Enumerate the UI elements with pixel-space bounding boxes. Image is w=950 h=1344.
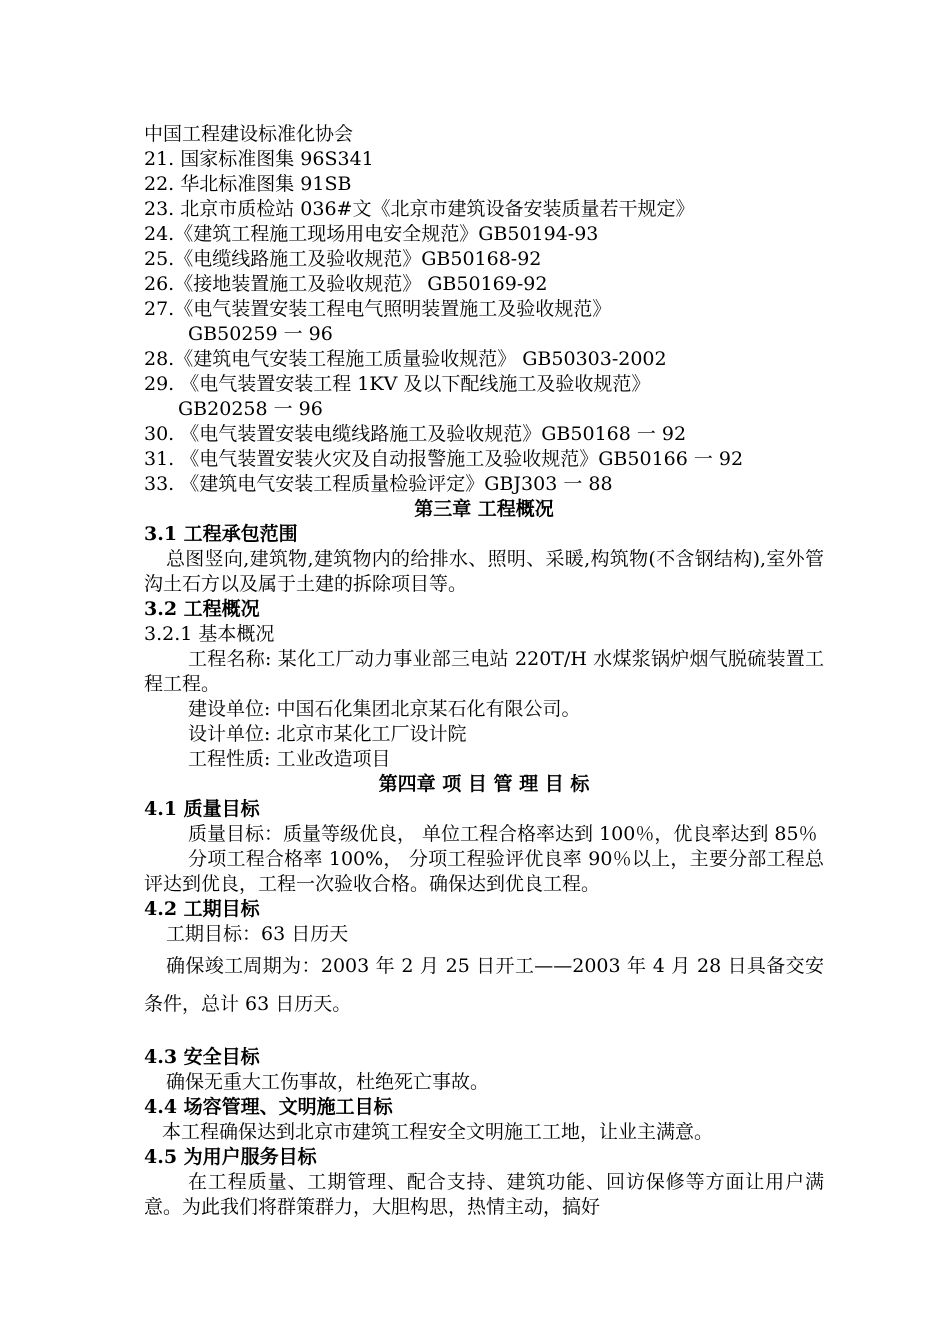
ref-item-27: 27.《电气装置安装工程电气照明装置施工及验收规范》 [144, 298, 612, 320]
section-4-3-para: 确保无重大工伤事故，杜绝死亡事故。 [166, 1071, 490, 1093]
ref-item-27-code: GB50259 一 96 [188, 323, 333, 345]
ref-item-22: 22. 华北标准图集 91SB [144, 173, 352, 195]
section-3-1-text: 总图竖向,建筑物,建筑物内的给排水、照明、采暖,构筑物(不含钢结构),室外管沟土石方以及属于土建的拆除项目等。 [144, 548, 824, 595]
section-4-1-para-2: 分项工程合格率 100%， 分项工程验评优良率 90％以上，主要分部工程总评达到优良，工程一次验收合格。确保达到优良工程。 [144, 848, 824, 895]
ref-item-26: 26.《接地装置施工及验收规范》 GB50169-92 [144, 273, 548, 295]
ref-item-24: 24.《建筑工程施工现场用电安全规范》GB50194-93 [144, 223, 599, 245]
ref-item-29: 29. 《电气装置安装工程 1KV 及以下配线施工及验收规范》 [144, 373, 651, 395]
ref-item-31: 31. 《电气装置安装火灾及自动报警施工及验收规范》GB50166 一 92 [144, 448, 744, 470]
section-4-1-para-1: 质量目标：质量等级优良， 单位工程合格率达到 100％，优良率达到 85％ [188, 823, 818, 845]
ref-line-0: 中国工程建设标准化协会 [144, 123, 354, 145]
section-4-2-title: 4.2 工期目标 [144, 898, 260, 920]
project-name: 工程名称: 某化工厂动力事业部三电站 220T/H 水煤浆锅炉烟气脱硫装置工程工程。 [144, 648, 824, 695]
section-4-2-para-2: 确保竣工周期为：2003 年 2 月 25 日开工——2003 年 4 月 28 日具备交安条件，总计 63 日历天。 [144, 955, 824, 1015]
document-page [144, 122, 824, 1220]
section-4-3-title: 4.3 安全目标 [144, 1046, 260, 1068]
ref-item-28: 28.《建筑电气安装工程施工质量验收规范》 GB50303-2002 [144, 348, 667, 370]
ref-item-23: 23. 北京市质检站 036#文《北京市建筑设备安装质量若干规定》 [144, 198, 695, 220]
ref-item-30: 30. 《电气装置安装电缆线路施工及验收规范》GB50168 一 92 [144, 423, 687, 445]
section-4-5-title: 4.5 为用户服务目标 [144, 1146, 317, 1168]
project-nature: 工程性质: 工业改造项目 [188, 748, 391, 770]
ref-item-25: 25.《电缆线路施工及验收规范》GB50168-92 [144, 248, 542, 270]
chapter-3-title: 第三章 工程概况 [414, 498, 554, 520]
section-4-4-title: 4.4 场容管理、文明施工目标 [144, 1096, 393, 1118]
ref-item-33: 33. 《建筑电气安装工程质量检验评定》GBJ303 一 88 [144, 473, 613, 495]
builder-unit: 建设单位: 中国石化集团北京某石化有限公司。 [188, 698, 581, 720]
ref-item-29-code: GB20258 一 96 [178, 398, 323, 420]
section-4-4-para: 本工程确保达到北京市建筑工程安全文明施工工地，让业主满意。 [162, 1121, 714, 1143]
chapter-4-title: 第四章 项 目 管 理 目 标 [378, 773, 590, 795]
section-4-5-para: 在工程质量、工期管理、配合支持、建筑功能、回访保修等方面让用户满意。为此我们将群策群力，大胆构思，热情主动，搞好 [144, 1171, 824, 1218]
ref-item-21: 21. 国家标准图集 96S341 [144, 148, 374, 170]
section-4-1-title: 4.1 质量目标 [144, 798, 260, 820]
section-3-1-title: 3.1 工程承包范围 [144, 523, 298, 545]
design-unit: 设计单位: 北京市某化工厂设计院 [188, 723, 467, 745]
section-3-2-title: 3.2 工程概况 [144, 598, 260, 620]
section-4-2-para-1: 工期目标：63 日历天 [166, 923, 349, 945]
spacer [144, 1023, 824, 1045]
section-3-2-1-title: 3.2.1 基本概况 [144, 623, 275, 645]
